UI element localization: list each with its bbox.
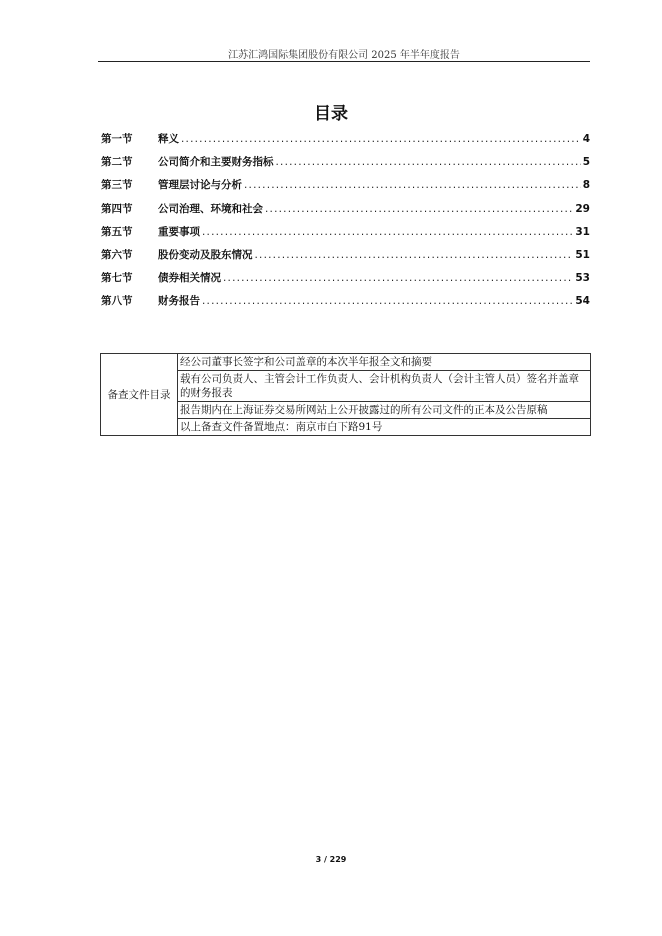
toc-entry[interactable] [101,131,590,154]
toc-leader-dots [223,272,573,284]
toc-page-number: 31 [575,225,590,238]
toc-leader-dots [265,203,573,215]
toc-section-name: 公司简介和主要财务指标 [158,156,274,169]
toc-entry[interactable] [101,224,590,247]
header-divider [98,61,590,62]
table-of-contents [101,131,590,317]
reference-document-item: 以上备查文件备置地点：南京市白下路91号 [178,419,591,436]
toc-entry[interactable] [101,293,590,316]
reference-document-item: 报告期内在上海证券交易所网站上公开披露过的所有公司文件的正本及公告原稿 [178,402,591,419]
toc-leader-dots [255,249,574,261]
reference-documents-label: 备查文件目录 [101,354,178,436]
page-number: 3 / 229 [315,855,347,864]
toc-leader-dots [202,295,573,307]
toc-entry[interactable] [101,177,590,200]
toc-page-number: 29 [575,202,590,215]
toc-leader-dots [276,156,581,168]
toc-section-number: 第四节 [101,202,133,215]
toc-section-number: 第一节 [101,133,133,145]
toc-section-number: 第六节 [101,248,133,261]
toc-page-number: 54 [575,295,590,308]
table-row [101,354,591,371]
toc-leader-dots [181,133,581,145]
toc-section-name: 管理层讨论与分析 [158,179,242,192]
toc-section-name: 公司治理、环境和社会 [158,202,263,215]
toc-leader-dots [202,226,573,238]
toc-section-name: 释义 [158,133,179,145]
toc-entry[interactable] [101,247,590,270]
toc-entry[interactable] [101,270,590,293]
toc-section-number: 第五节 [101,225,133,238]
toc-entry[interactable] [101,201,590,224]
toc-section-number: 第三节 [101,179,133,192]
toc-section-number: 第七节 [101,272,133,285]
toc-page-number: 4 [582,133,590,145]
toc-page-number: 53 [575,272,590,285]
reference-document-item: 经公司董事长签字和公司盖章的本次半年报全文和摘要 [178,354,591,371]
reference-document-item: 载有公司负责人、主管会计工作负责人、会计机构负责人（会计主管人员）签名并盖章的财务报表 [178,371,591,402]
toc-section-name: 债券相关情况 [158,272,221,285]
toc-title: 目录 [314,104,348,124]
toc-section-name: 重要事项 [158,225,200,238]
page-header: 江苏汇鸿国际集团股份有限公司 2025 年半年度报告 [228,50,460,61]
toc-section-name: 股份变动及股东情况 [158,248,253,261]
toc-page-number: 5 [582,156,590,169]
reference-documents-table [100,353,591,436]
toc-entry[interactable] [101,154,590,177]
toc-section-number: 第八节 [101,295,133,308]
toc-section-name: 财务报告 [158,295,200,308]
toc-page-number: 51 [575,248,590,261]
toc-page-number: 8 [582,179,590,192]
toc-section-number: 第二节 [101,156,133,169]
toc-leader-dots [244,179,581,191]
